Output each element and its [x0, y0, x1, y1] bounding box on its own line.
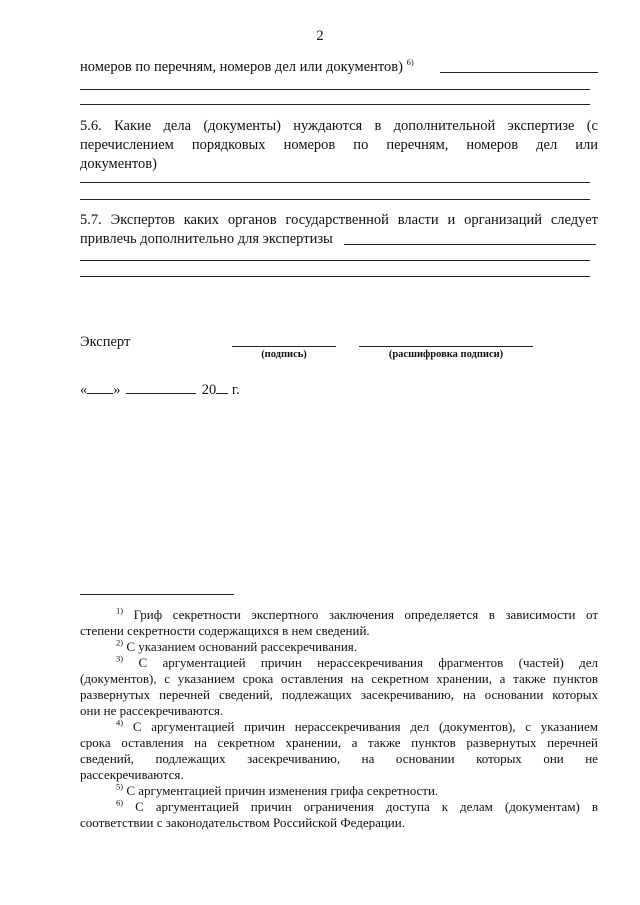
signature-decode-caption: (расшифровка подписи) — [388, 349, 504, 360]
question-5-6-line-1: 5.6. Какие дела (документы) нуждаются в дополнительной экспертизе (с — [80, 118, 598, 134]
answer-line — [80, 260, 590, 261]
footnote-1-line-2: степени секретности содержащихся в нем сведений. — [80, 623, 370, 638]
answer-line — [80, 276, 590, 277]
question-continuation-line — [80, 58, 414, 76]
answer-line — [80, 199, 590, 200]
footnote-text: С аргументацией причин ограничения доступа к делам (документам) в — [135, 799, 598, 814]
answer-line — [80, 182, 590, 183]
footnote-3-line-2: (документов), с указанием срока оставления на секретном хранении, а также пунктов — [80, 671, 598, 686]
footnote-text: С указанием оснований рассекречивания. — [126, 639, 358, 654]
page-number: 2 — [316, 28, 324, 44]
date-line — [80, 380, 240, 399]
footnote-text: С аргументацией причин нерассекречивания дел (документов), с указанием — [132, 719, 598, 734]
footnote-3-line-1 — [80, 655, 598, 671]
signature-decode-line — [359, 346, 533, 347]
expert-label: Эксперт — [80, 334, 131, 350]
answer-line — [80, 104, 590, 105]
year-prefix: 20 — [201, 382, 217, 398]
footnotes — [80, 607, 598, 831]
footnote-mark-5: 5) — [116, 781, 124, 792]
day-blank — [87, 380, 113, 394]
question-5-7-line-2: привлечь дополнительно для экспертизы — [80, 231, 333, 247]
year-blank — [216, 380, 228, 394]
footnote-3-line-3: развернутых перечней сведений, подлежащих засекречиванию, на основании которых — [80, 687, 598, 702]
continuation-text: номеров по перечням, номеров дел или документов) — [80, 59, 403, 75]
footnote-mark-3: 3) — [116, 653, 124, 664]
footnote-mark-1: 1) — [116, 605, 124, 616]
question-5-7-line-1: 5.7. Экспертов каких органов государственной власти и организаций следует — [80, 212, 598, 228]
question-5-6-line-3: документов) — [80, 156, 157, 172]
footnote-mark-2: 2) — [116, 637, 124, 648]
footnote-separator — [80, 594, 234, 595]
answer-line — [344, 244, 596, 245]
footnote-mark-4: 4) — [116, 717, 124, 728]
footnote-4-line-3: сведений, подлежащих засекречиванию, на основании которых они не — [80, 751, 598, 766]
year-suffix: г. — [231, 382, 240, 398]
footnote-mark-6: 6) — [116, 797, 124, 808]
date-open-quote: « — [80, 382, 88, 398]
signature-caption: (подпись) — [261, 349, 307, 360]
signature-line — [232, 346, 336, 347]
footnote-6-line-1 — [80, 799, 598, 815]
footnote-text: Гриф секретности экспертного заключения определяется в зависимости от — [133, 607, 599, 622]
footnote-1-line-1 — [80, 607, 598, 623]
footnote-4-line-4: рассекречиваются. — [80, 767, 184, 782]
date-close-quote: » — [113, 382, 121, 398]
footnote-text: С аргументацией причин изменения грифа секретности. — [126, 783, 439, 798]
footnote-4-line-1 — [80, 719, 598, 735]
answer-line — [440, 72, 598, 73]
footnote-2-line-1 — [80, 639, 598, 655]
footnote-ref-6: 6) — [406, 57, 414, 68]
answer-line — [80, 89, 590, 90]
footnote-6-line-2: соответствии с законодательством Российской Федерации. — [80, 815, 405, 830]
question-5-6-line-2: перечислением порядковых номеров по перечням, номеров дел или — [80, 137, 598, 153]
footnote-3-line-4: они не рассекречиваются. — [80, 703, 224, 718]
footnote-5-line-1 — [80, 783, 598, 799]
footnote-4-line-2: срока оставления на секретном хранении, а также пунктов развернутых перечней — [80, 735, 598, 750]
footnote-text: С аргументацией причин нерассекречивания фрагментов (частей) дел — [138, 655, 598, 670]
month-blank — [126, 380, 196, 394]
